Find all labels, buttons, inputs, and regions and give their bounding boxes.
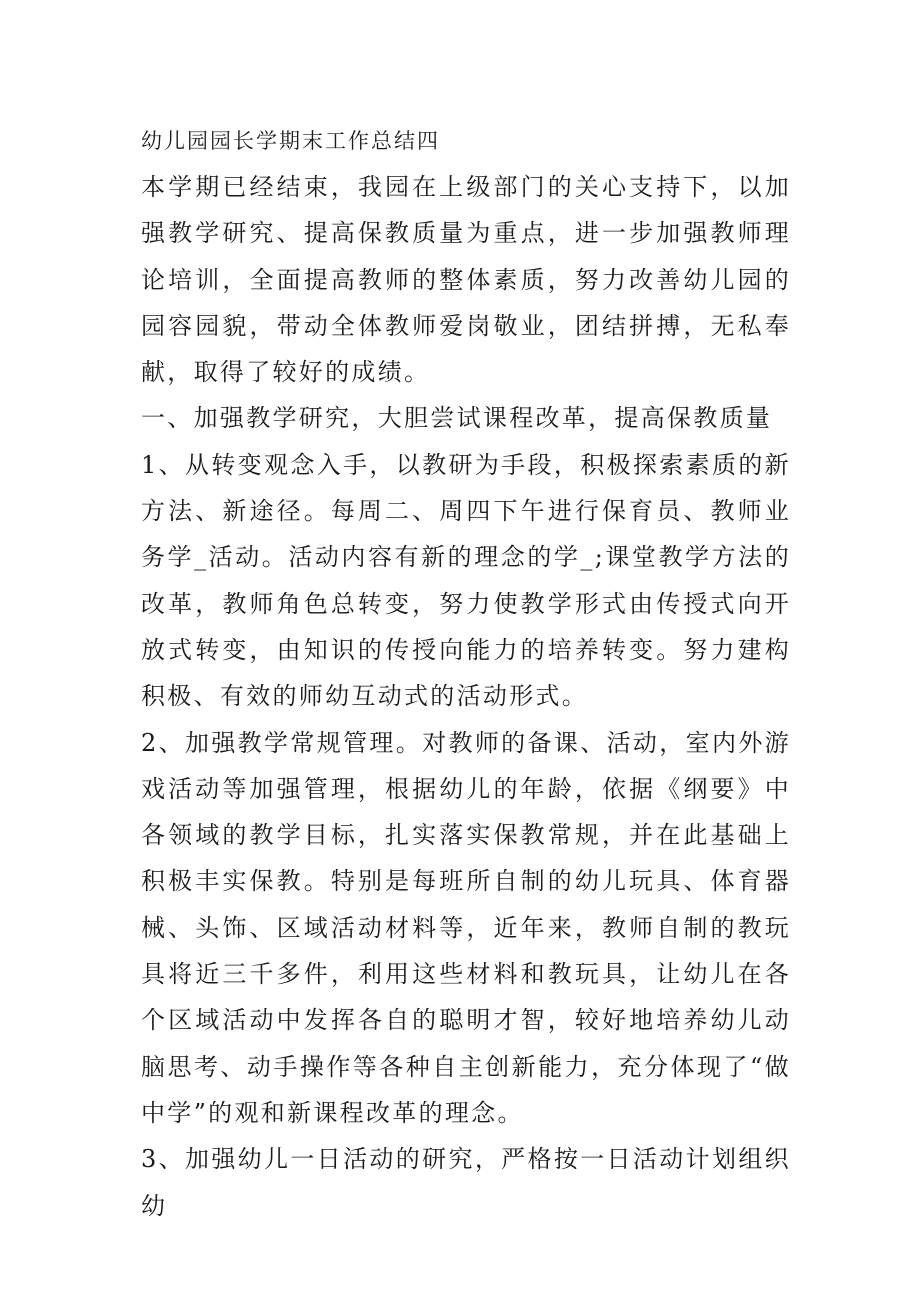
document-title: 幼儿园园长学期末工作总结四: [141, 129, 440, 153]
paragraph-intro: 本学期已经结束，我园在上级部门的关心支持下，以加强教学研究、提高保教质量为重点，进一步加强教师理论培训，全面提高教师的整体素质，努力改善幼儿园的园容园貌，带动全体教师爱岗敬业，团结拼搏，无私奉献，取得了较好的成绩。: [141, 173, 791, 387]
paragraph-item-1: 1、从转变观念入手，以教研为手段，积极探索素质的新方法、新途径。每周二、周四下午进行保育员、教师业务学_活动。活动内容有新的理念的学_;课堂教学方法的改革，教师角色总转变，努力使教学形式由传授式向开放式转变，由知识的传授向能力的培养转变。努力建构积极、有效的师幼互动式的活动形式。: [141, 450, 791, 711]
section-heading-1: 一、加强教学研究，大胆尝试课程改革，提高保教质量: [141, 404, 773, 433]
document-page: [141, 118, 791, 1229]
paragraph-item-3: 3、加强幼儿一日活动的研究，严格按一日活动计划组织幼: [141, 1145, 791, 1220]
paragraph-item-2: 2、加强教学常规管理。对教师的备课、活动，室内外游戏活动等加强管理，根据幼儿的年龄，依据《纲要》中各领域的教学目标，扎实落实保教常规，并在此基础上积极丰实保教。特别是每班所自制的幼儿玩具、体育器械、头饰、区域活动材料等，近年来，教师自制的教玩具将近三千多件，利用这些材料和教玩具，让幼儿在各个区域活动中发挥各自的聪明才智，较好地培养幼儿动脑思考、动手操作等各种自主创新能力，充分体现了“做中学”的观和新课程改革的理念。: [141, 728, 791, 1127]
